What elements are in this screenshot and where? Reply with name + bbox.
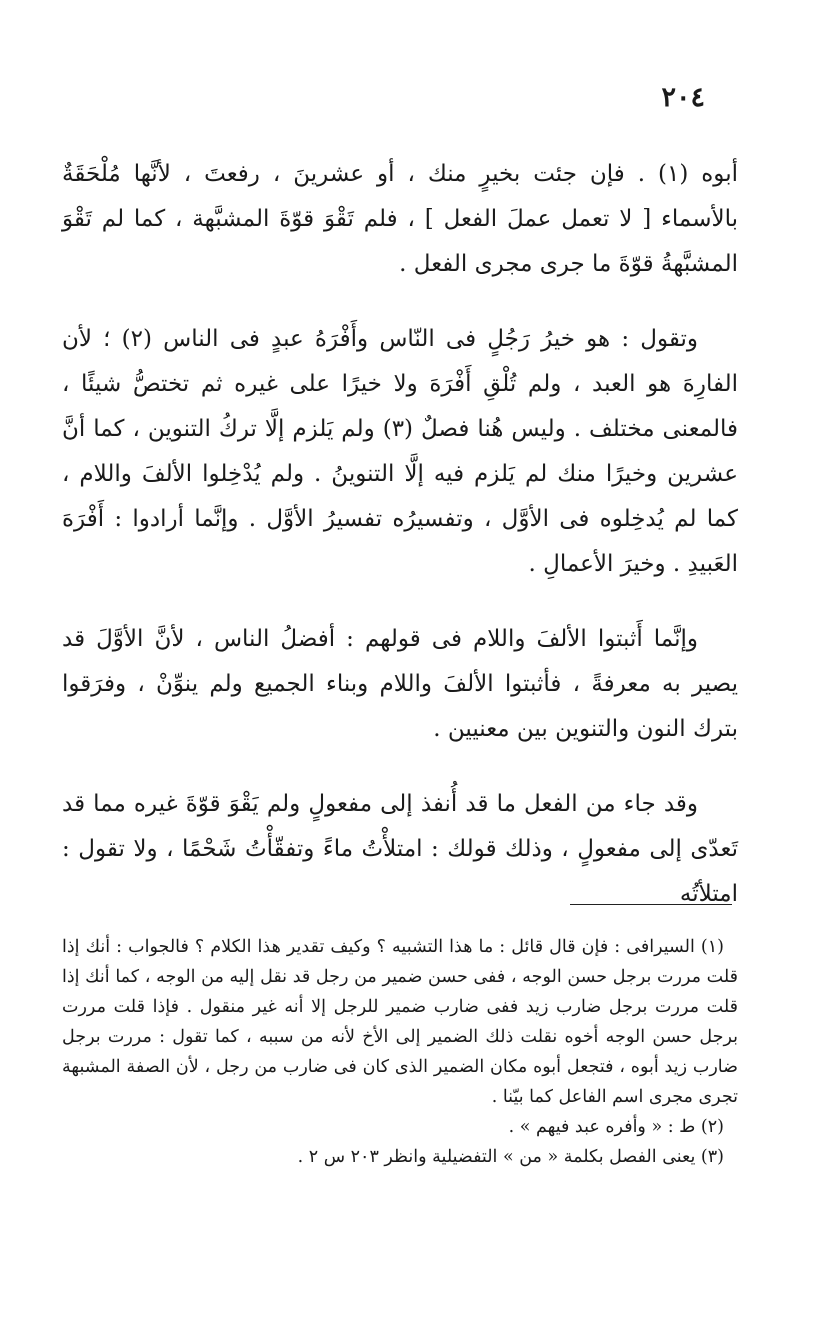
footnotes	[62, 932, 738, 1172]
footnote-2: (٢) ط : « وأفره عبد فيهم » .	[508, 1117, 724, 1137]
footnote-1: (١) السيرافى : فإن قال قائل : ما هذا التشبيه ؟ وكيف تقدير هذا الكلام ؟ فالجواب : أنك إذا قلت مررت برجل حسن الوجه ، ففى حسن ضمير من رجل قد نقل إليه من الوجه ، كما أنك إذا قلت مررت برجل ضارب زيد ففى ضارب ضمير للرجل إلا أنه غير منقول . فإذا قلت مررت برجل حسن الوجه أخوه نقلت ذلك الضمير إلى الأخ لأنه من سببه ، كما تقول : مررت برجل ضارب زيد أبوه ، فتجعل أبوه مكان الضمير الذى كان فى ضارب من رجل ، لأن الصفة المشبهة تجرى مجرى اسم الفاعل كما بيّنا .	[62, 937, 738, 1107]
main-text	[62, 152, 738, 947]
page-number: ٢٠٤	[661, 82, 705, 113]
footnote-3: (٣) يعنى الفصل بكلمة « من » التفضيلية وانظر ٢٠٣ س ٢ .	[297, 1147, 724, 1167]
footnote-separator	[570, 904, 732, 905]
paragraph-2: وتقول : هو خيرُ رَجُلٍ فى النّاس وأَفْرَهُ عبدٍ فى الناس (٢) ؛ لأن الفارِهَ هو العبد ، ولم تُلْقِ أَفْرَهَ ولا خيرًا على غيره ثم تختصُّ شيئًا ، فالمعنى مختلف . وليس هُنا فصلٌ (٣) ولم يَلزم إلَّا تركُ التنوين ، كما أنَّ عشرين وخيرًا منك لم يَلزم فيه إلَّا التنوينُ . ولم يُدْخِلوا الألفَ واللام ، كما لم يُدخِلوه فى الأوَّل ، وتفسيرُه تفسيرُ الأوَّل . وإنَّما أرادوا : أَفْرَهَ العَبيدِ . وخيرَ الأعمالِ .	[62, 326, 738, 577]
paragraph-1: أبوه (١) . فإن جئت بخيرٍ منك ، أو عشرينَ ، رفعتَ ، لأنَّها مُلْحَقَةٌ بالأسماء [ لا تعمل عملَ الفعل ] ، فلم تَقْوَ قوّةَ المشبَّهة ، كما لم تَقْوَ المشبَّهةُ قوّةَ ما جرى مجرى الفعل .	[62, 161, 738, 277]
paragraph-4: وقد جاء من الفعل ما قد أُنفذ إلى مفعولٍ ولم يَقْوَ قوّةَ غيره مما قد تَعدّى إلى مفعولٍ ، وذلك قولك : امتلأْتُ ماءً وتفقّأْتُ شَحْمًا ، ولا تقول : امتلأتُه	[62, 791, 738, 907]
paragraph-3: وإنَّما أَثبتوا الألفَ واللام فى قولهم : أفضلُ الناس ، لأنَّ الأوَّلَ قد يصير به معرفةً ، فأثبتوا الألفَ واللام وبناء الجميع ولم ينوِّنْ ، وفرَقوا بترك النون والتنوين بين معنيين .	[62, 626, 738, 742]
